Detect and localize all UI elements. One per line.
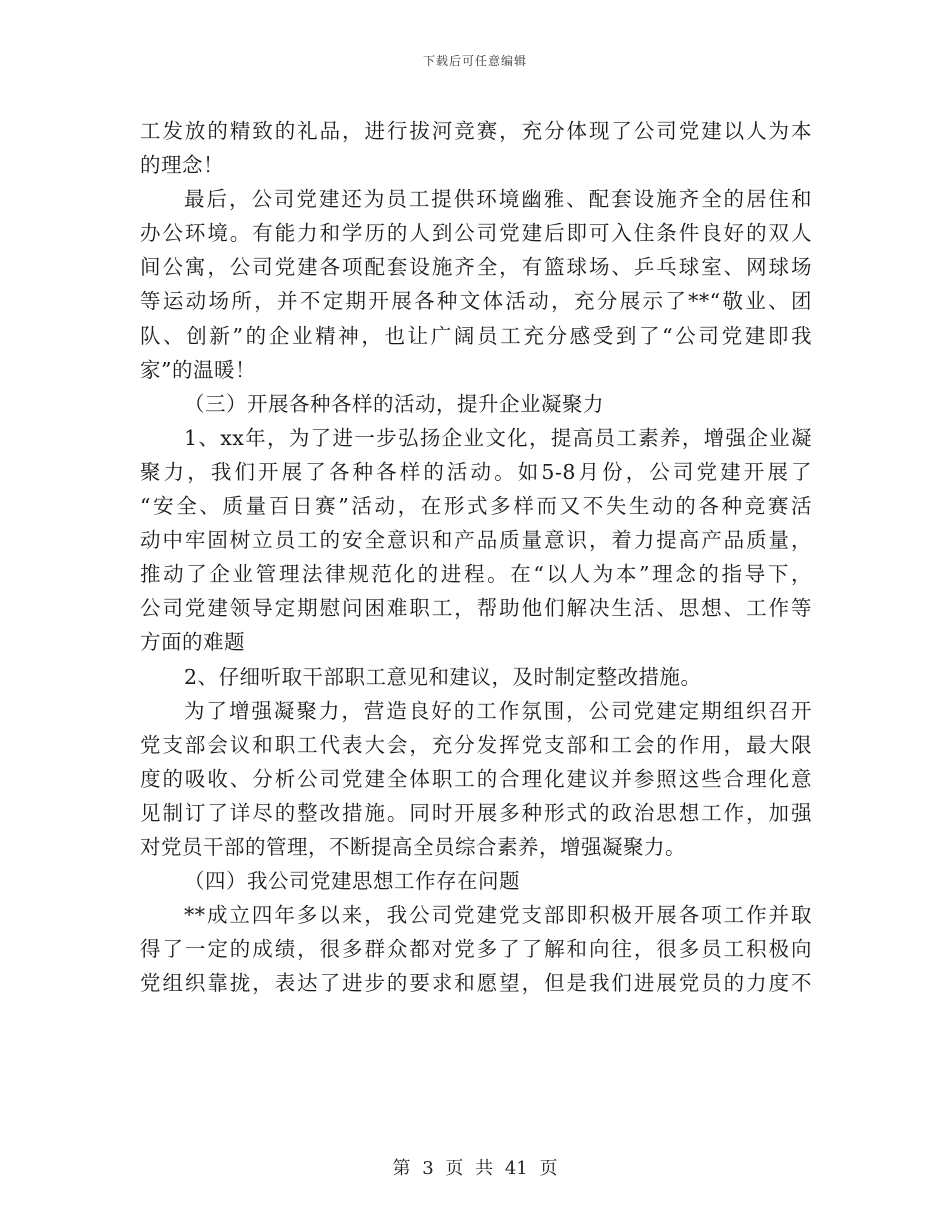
text-line: 公司党建领导定期慰问困难职工，帮助他们解决生活、思想、工作等 (140, 596, 812, 621)
text-line: 最后，公司党建还为员工提供环境幽雅、配套设施齐全的居住和 (184, 187, 812, 212)
text-line: 的理念！ (140, 153, 224, 178)
text-line: 工发放的精致的礼品，进行拔河竞赛，充分体现了公司党建以人为本 (140, 119, 812, 143)
text-line: （四）我公司党建思想工作存在问题 (184, 869, 520, 894)
text-line: “安全、质量百日赛”活动，在形式多样而又不失生动的各种竞赛活 (140, 494, 812, 519)
text-line: 聚力，我们开展了各种各样的活动。如5-8月份，公司党建开展了 (140, 459, 812, 484)
text-line: 1、xx年，为了进一步弘扬企业文化，提高员工素养，增强企业凝 (184, 425, 812, 450)
text-line: 办公环境。有能力和学历的人到公司党建后即可入住条件良好的双人 (140, 221, 812, 246)
document-body (140, 114, 812, 1000)
text-line: 对党员干部的管理，不断提高全员综合素养，增强凝聚力。 (140, 834, 686, 859)
text-line: **成立四年多以来，我公司党建党支部即积极开展各项工作并取 (184, 903, 812, 928)
text-line: 度的吸收、分析公司党建全体职工的合理化建议并参照这些合理化意 (140, 766, 812, 791)
text-line: 2、仔细听取干部职工意见和建议，及时制定整改措施。 (184, 664, 702, 689)
text-line: 队、创新”的企业精神，也让广阔员工充分感受到了“公司党建即我 (140, 323, 812, 348)
text-line: 动中牢固树立员工的安全意识和产品质量意识，着力提高产品质量， (140, 528, 812, 553)
text-line: 推动了企业管理法律规范化的进程。在“以人为本”理念的指导下， (140, 562, 812, 587)
text-line: 等运动场所，并不定期开展各种文体活动，充分展示了**“敬业、团 (140, 289, 812, 314)
text-line: 党组织靠拢，表达了进步的要求和愿望，但是我们进展党员的力度不 (140, 971, 812, 996)
text-line: 得了一定的成绩，很多群众都对党多了了解和向往，很多员工积极向 (140, 937, 812, 962)
text-line: 方面的难题 (140, 630, 245, 655)
text-line: 见制订了详尽的整改措施。同时开展多种形式的政治思想工作，加强 (140, 800, 812, 825)
text-line: 党支部会议和职工代表大会，充分发挥党支部和工会的作用，最大限 (140, 732, 812, 757)
text-line: 家”的温暖！ (140, 357, 256, 382)
page-header-note: 下载后可任意编辑 (422, 54, 527, 68)
page-number-footer: 第 3 页 共 41 页 (392, 1158, 558, 1179)
text-line: 间公寓，公司党建各项配套设施齐全，有篮球场、乒乓球室、网球场 (140, 255, 812, 280)
text-line: （三）开展各种各样的活动，提升企业凝聚力 (184, 391, 604, 416)
text-line: 为了增强凝聚力，营造良好的工作氛围，公司党建定期组织召开 (184, 698, 812, 723)
